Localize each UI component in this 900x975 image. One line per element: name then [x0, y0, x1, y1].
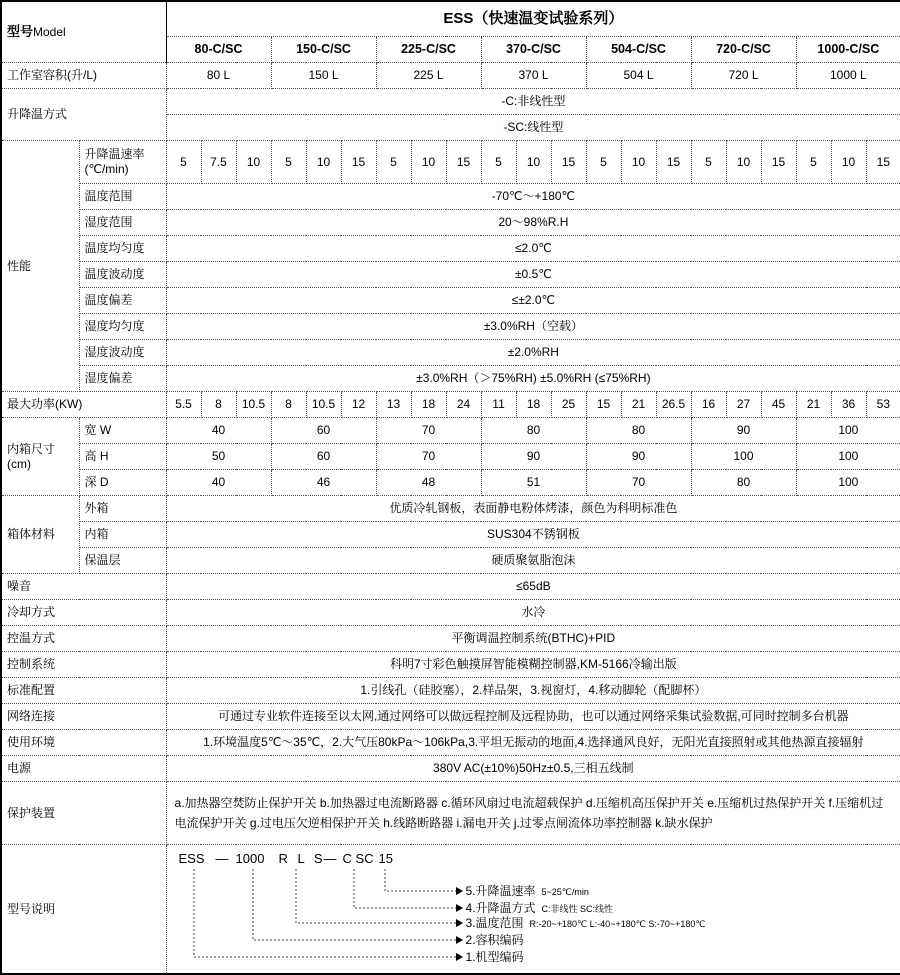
power-cell: 8: [201, 392, 236, 418]
volume-value: 370 L: [481, 63, 586, 89]
spec-value: 科明7寸彩色触摸屏智能模糊控制器,KM-5166冷输出版: [166, 652, 900, 678]
power-cell: 45: [761, 392, 796, 418]
legend-item-label: 2.容积编码: [465, 933, 524, 947]
spec-row: [1, 600, 900, 626]
dim-value: 80: [481, 418, 586, 444]
power-cell: 53: [866, 392, 900, 418]
legend-diagram: [166, 845, 900, 975]
material-value: 优质冷轧钢板，表面静电粉体烤漆，颜色为科明标准色: [166, 496, 900, 522]
protection-row: [1, 782, 900, 845]
rate-cell: 7.5: [201, 141, 236, 184]
power-cell: 26.5: [656, 392, 691, 418]
spec-value: 1.环境温度5℃～35℃，2.大气压80kPa～106kPa,3.平坦无振动的地面,4.选择通风良好，无阳光直接照射或其他热源直接辐射: [166, 730, 900, 756]
perf-label: 温度均匀度: [79, 236, 166, 262]
spec-value: ≤65dB: [166, 574, 900, 600]
dim-row: [1, 444, 900, 470]
model-header: 1000-C/SC: [796, 37, 900, 63]
perf-value: ±0.5℃: [166, 262, 900, 288]
arrow-icon: [456, 953, 463, 961]
perf-label: 温度波动度: [79, 262, 166, 288]
mode-row-1: [1, 89, 900, 115]
spec-label: 控制系统: [1, 652, 166, 678]
dim-value: 60: [271, 444, 376, 470]
code-part: —: [215, 851, 229, 866]
rate-cell: 15: [761, 141, 796, 184]
legend-row: [1, 845, 900, 975]
spec-row: [1, 756, 900, 782]
volume-value: 504 L: [586, 63, 691, 89]
legend-item: [466, 950, 530, 965]
arrow-icon: [456, 887, 463, 895]
spec-label: 网络连接: [1, 704, 166, 730]
volume-value: 720 L: [691, 63, 796, 89]
power-cell: 16: [691, 392, 726, 418]
spec-label: 电源: [1, 756, 166, 782]
power-cell: 11: [481, 392, 516, 418]
rate-label-line2: (℃/min): [84, 162, 129, 176]
dim-value: 70: [376, 444, 481, 470]
rate-cell: 10: [236, 141, 271, 184]
dimensions-label-line1: 内箱尺寸: [7, 441, 56, 456]
dim-value: 40: [166, 470, 271, 496]
dim-value: 80: [691, 470, 796, 496]
power-cell: 27: [726, 392, 761, 418]
legend-item-label: 3.温度范围: [465, 916, 524, 930]
material-label: 外箱: [79, 496, 166, 522]
mode-label: 升降温方式: [1, 89, 166, 141]
volume-value: 1000 L: [796, 63, 900, 89]
rate-label: [79, 141, 166, 184]
dim-label: 高 H: [79, 444, 166, 470]
perf-label: 湿度均匀度: [79, 314, 166, 340]
material-label: 内箱: [79, 522, 166, 548]
power-cell: 10.5: [306, 392, 341, 418]
rate-cell: 10: [411, 141, 446, 184]
perf-row: [1, 210, 900, 236]
volume-label: 工作室容积(升/L): [1, 63, 166, 89]
protection-label: 保护装置: [1, 782, 166, 845]
dim-label: 深 D: [79, 470, 166, 496]
rate-cell: 5: [166, 141, 201, 184]
dim-value: 90: [481, 444, 586, 470]
dim-value: 100: [796, 470, 900, 496]
perf-value: ±3.0%RH（空载）: [166, 314, 900, 340]
series-title: ESS（快速温变试验系列）: [166, 1, 900, 37]
legend-item: [466, 916, 706, 931]
power-cell: 13: [376, 392, 411, 418]
dim-value: 51: [481, 470, 586, 496]
code-part: ESS: [178, 851, 205, 866]
code-part: 15: [378, 851, 393, 866]
spec-label: 噪音: [1, 574, 166, 600]
legend-item-label: 1.机型编码: [465, 950, 524, 964]
dim-value: 90: [691, 418, 796, 444]
rate-cell: 5: [481, 141, 516, 184]
dim-value: 60: [271, 418, 376, 444]
perf-row: [1, 262, 900, 288]
perf-label: 温度范围: [79, 184, 166, 210]
volume-value: 150 L: [271, 63, 376, 89]
spec-label: 标准配置: [1, 678, 166, 704]
spec-label: 控温方式: [1, 626, 166, 652]
perf-row: [1, 340, 900, 366]
performance-group-label: 性能: [1, 141, 79, 392]
code-part: R L S: [278, 851, 326, 866]
dim-value: 80: [586, 418, 691, 444]
power-cell: 12: [341, 392, 376, 418]
rate-row: [1, 141, 900, 184]
rate-cell: 15: [656, 141, 691, 184]
protection-value: a.加热器空焚防止保护开关 b.加热器过电流断路器 c.循环风扇过电流超载保护 d.压缩机高压保护开关 e.压缩机过热保护开关 f.压缩机过电流保护开关 g.过电压欠逆相保护开关 h.线路断路器 i.漏电开关 j.过零点闸流体功率控制器 k.缺水保护: [166, 782, 900, 845]
model-label-en: Model: [33, 24, 66, 39]
arrow-icon: [456, 919, 463, 927]
code-part: —: [323, 851, 337, 866]
dim-value: 50: [166, 444, 271, 470]
model-header: 225-C/SC: [376, 37, 481, 63]
spec-value: 可通过专业软件连接至以太网,通过网络可以做远程控制及远程协助，也可以通过网络采集试验数据,可同时控制多台机器: [166, 704, 900, 730]
dim-value: 100: [691, 444, 796, 470]
perf-value: ±2.0%RH: [166, 340, 900, 366]
spec-value: 380V AC(±10%)50Hz±0.5,三相五线制: [166, 756, 900, 782]
spec-row: [1, 574, 900, 600]
perf-row: [1, 314, 900, 340]
material-value: 硬质聚氨脂泡沫: [166, 548, 900, 574]
code-part: C SC: [342, 851, 374, 866]
power-cell: 25: [551, 392, 586, 418]
power-cell: 36: [831, 392, 866, 418]
rate-cell: 5: [691, 141, 726, 184]
model-label-cn: 型号: [7, 23, 34, 39]
legend-item: [466, 884, 589, 899]
power-cell: 21: [621, 392, 656, 418]
legend-item-detail: R:-20~+180℃ L:-40~+180℃ S:-70~+180℃: [529, 919, 706, 929]
dim-value: 100: [796, 418, 900, 444]
rate-cell: 5: [376, 141, 411, 184]
model-header: 720-C/SC: [691, 37, 796, 63]
model-header: 150-C/SC: [271, 37, 376, 63]
rate-label-line1: 升降温速率: [84, 147, 145, 161]
rate-cell: 5: [271, 141, 306, 184]
power-cell: 10.5: [236, 392, 271, 418]
spec-row: [1, 652, 900, 678]
arrow-icon: [456, 936, 463, 944]
legend-item-detail: 5~25℃/min: [541, 887, 589, 897]
power-cell: 5.5: [166, 392, 201, 418]
power-cell: 15: [586, 392, 621, 418]
dim-row: [1, 418, 900, 444]
model-header: 80-C/SC: [166, 37, 271, 63]
perf-row: [1, 236, 900, 262]
spec-value: 1.引线孔（硅胶塞），2.样品架，3.视窗灯，4.移动脚轮（配脚杯）: [166, 678, 900, 704]
perf-value: ≤2.0℃: [166, 236, 900, 262]
model-label-cell: [1, 1, 166, 63]
rate-cell: 15: [551, 141, 586, 184]
perf-label: 湿度范围: [79, 210, 166, 236]
spec-label: 使用环境: [1, 730, 166, 756]
dim-value: 48: [376, 470, 481, 496]
volume-value: 80 L: [166, 63, 271, 89]
spec-label: 冷却方式: [1, 600, 166, 626]
mode-value: -C:非线性型: [166, 89, 900, 115]
perf-value: -70℃～+180℃: [166, 184, 900, 210]
legend-item: [466, 933, 530, 948]
perf-value: 20～98%R.H: [166, 210, 900, 236]
rate-cell: 5: [586, 141, 621, 184]
mode-value: -SC:线性型: [166, 115, 900, 141]
power-cell: 21: [796, 392, 831, 418]
material-label: 保温层: [79, 548, 166, 574]
spec-value: 平衡调温控制系统(BTHC)+PID: [166, 626, 900, 652]
model-header: 504-C/SC: [586, 37, 691, 63]
power-row: [1, 392, 900, 418]
materials-group-label: 箱体材料: [1, 496, 79, 574]
perf-label: 湿度偏差: [79, 366, 166, 392]
model-header: 370-C/SC: [481, 37, 586, 63]
power-cell: 8: [271, 392, 306, 418]
rate-cell: 15: [341, 141, 376, 184]
dimensions-group-label: [1, 418, 79, 496]
material-row: [1, 496, 900, 522]
legend-item: [466, 901, 614, 916]
perf-label: 湿度波动度: [79, 340, 166, 366]
spec-row: [1, 704, 900, 730]
rate-cell: 10: [516, 141, 551, 184]
material-value: SUS304不锈钢板: [166, 522, 900, 548]
perf-row: [1, 366, 900, 392]
rate-cell: 10: [726, 141, 761, 184]
power-cell: 18: [411, 392, 446, 418]
legend-item-label: 4.升降温方式: [465, 901, 536, 915]
perf-value: ≤±2.0℃: [166, 288, 900, 314]
volume-row: [1, 63, 900, 89]
perf-row: [1, 184, 900, 210]
perf-label: 温度偏差: [79, 288, 166, 314]
rate-cell: 10: [831, 141, 866, 184]
spec-row: [1, 678, 900, 704]
volume-value: 225 L: [376, 63, 481, 89]
material-row: [1, 548, 900, 574]
dim-value: 90: [586, 444, 691, 470]
dim-label: 宽 W: [79, 418, 166, 444]
perf-row: [1, 288, 900, 314]
legend-item-detail: C:非线性 SC:线性: [541, 904, 614, 914]
power-cell: 24: [446, 392, 481, 418]
material-row: [1, 522, 900, 548]
spec-value: 水冷: [166, 600, 900, 626]
code-part: 1000: [235, 851, 265, 866]
rate-cell: 10: [621, 141, 656, 184]
dim-value: 100: [796, 444, 900, 470]
spec-row: [1, 626, 900, 652]
rate-cell: 15: [446, 141, 481, 184]
spec-row: [1, 730, 900, 756]
dim-value: 70: [376, 418, 481, 444]
power-label: 最大功率(KW): [1, 392, 166, 418]
dim-value: 46: [271, 470, 376, 496]
dim-value: 70: [586, 470, 691, 496]
arrow-icon: [456, 904, 463, 912]
legend-label: 型号说明: [1, 845, 166, 975]
dimensions-label-line2: (cm): [7, 456, 31, 471]
dim-row: [1, 470, 900, 496]
rate-cell: 15: [866, 141, 900, 184]
rate-cell: 5: [796, 141, 831, 184]
legend-item-label: 5.升降温速率: [465, 884, 536, 898]
dim-value: 40: [166, 418, 271, 444]
power-cell: 18: [516, 392, 551, 418]
rate-cell: 10: [306, 141, 341, 184]
perf-value: ±3.0%RH（＞75%RH) ±5.0%RH (≤75%RH): [166, 366, 900, 392]
